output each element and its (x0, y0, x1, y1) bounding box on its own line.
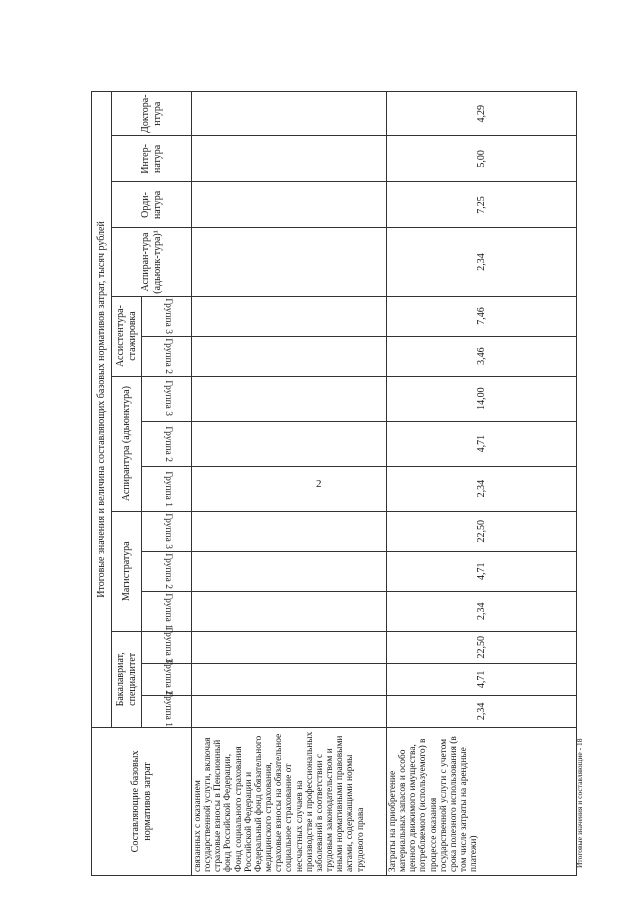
value-cell: 2,34 (387, 466, 577, 511)
value-cell: 7,46 (387, 296, 577, 336)
row-description: Затраты на приобретение материальных запасов и особо ценного движимого имущества, потребляемого (используемого) в процессе оказания государственной услуги с учетом срока полезного использования (в том числе затраты на арендные платежи) (387, 727, 577, 875)
table-row (387, 92, 577, 876)
magistratura-header: Магистратура (112, 511, 142, 631)
value-cell: 4,71 (387, 551, 577, 591)
value-cell: 22,50 (387, 631, 577, 663)
group-header-bak-3: Группа 3 (142, 631, 192, 663)
values-header: Итоговые значения и величина составляющих базовых нормативов затрат, тысяч рублей (92, 92, 112, 728)
value-cell: 14,00 (387, 376, 577, 421)
group-header-mag-2: Группа 2 (142, 551, 192, 591)
ordinatura-header: Орди-натура (112, 182, 192, 228)
value-cell: 4,71 (387, 663, 577, 695)
value-cell: 4,29 (387, 92, 577, 136)
aspirantura-header: Аспирантура (адьюнктура) (112, 376, 142, 511)
assistentura-header: Ассистентура-стажировка (112, 296, 142, 376)
footnote: Итоговые значения и составляющие - 18 (575, 738, 584, 868)
value-cell: 22,50 (387, 511, 577, 551)
value-cell: 5,00 (387, 136, 577, 182)
internatura-header: Интер-натура (112, 136, 192, 182)
group-header-asp-3: Группа 3 (142, 376, 192, 421)
value-cell: 7,25 (387, 182, 577, 228)
value-cell: 2,34 (387, 228, 577, 296)
value-cell: 4,71 (387, 421, 577, 466)
doktorantura-header: Доктора-нтура (112, 92, 192, 136)
group-header-bak-1: Группа 1 (142, 695, 192, 727)
rotated-table-wrapper (91, 91, 576, 876)
component-header: Составляющие базовых нормативов затрат (92, 727, 192, 875)
group-header-ast-2: Группа 2 (142, 336, 192, 376)
group-header-ast-3: Группа 3 (142, 296, 192, 336)
group-header-asp-2: Группа 2 (142, 421, 192, 466)
group-header-mag-3: Группа 3 (142, 511, 192, 551)
group-header-asp-1: Группа 1 (142, 466, 192, 511)
cost-norms-table (91, 91, 577, 876)
group-header-mag-1: Группа 1 (142, 591, 192, 631)
page-number: 2 (316, 478, 322, 490)
bakalavriat-header: Бакалавриат, специалитет (112, 631, 142, 727)
group-header-bak-2: Группа 2 (142, 663, 192, 695)
aspirantura-footnoted-header: Аспиран-тура (адьюнк-тура)¹ (112, 228, 192, 296)
value-cell: 2,34 (387, 695, 577, 727)
value-cell: 3,46 (387, 336, 577, 376)
value-cell: 2,34 (387, 591, 577, 631)
row-description: связанных с оказанием государственной услуги, включая страховые взносы в Пенсионный фонд Российской Федерации, Фонд социального страхования Российской Федерации и Федеральный фонд обязательного медицинского страхования, страховые взносы на обязательное социальное страхование от несчастных случаев на производстве и профессиональных заболеваний в соответствии с трудовым законодательством и иными нормативными правовыми актами, содержащими нормы трудового права (192, 727, 387, 875)
table-row (192, 92, 387, 876)
